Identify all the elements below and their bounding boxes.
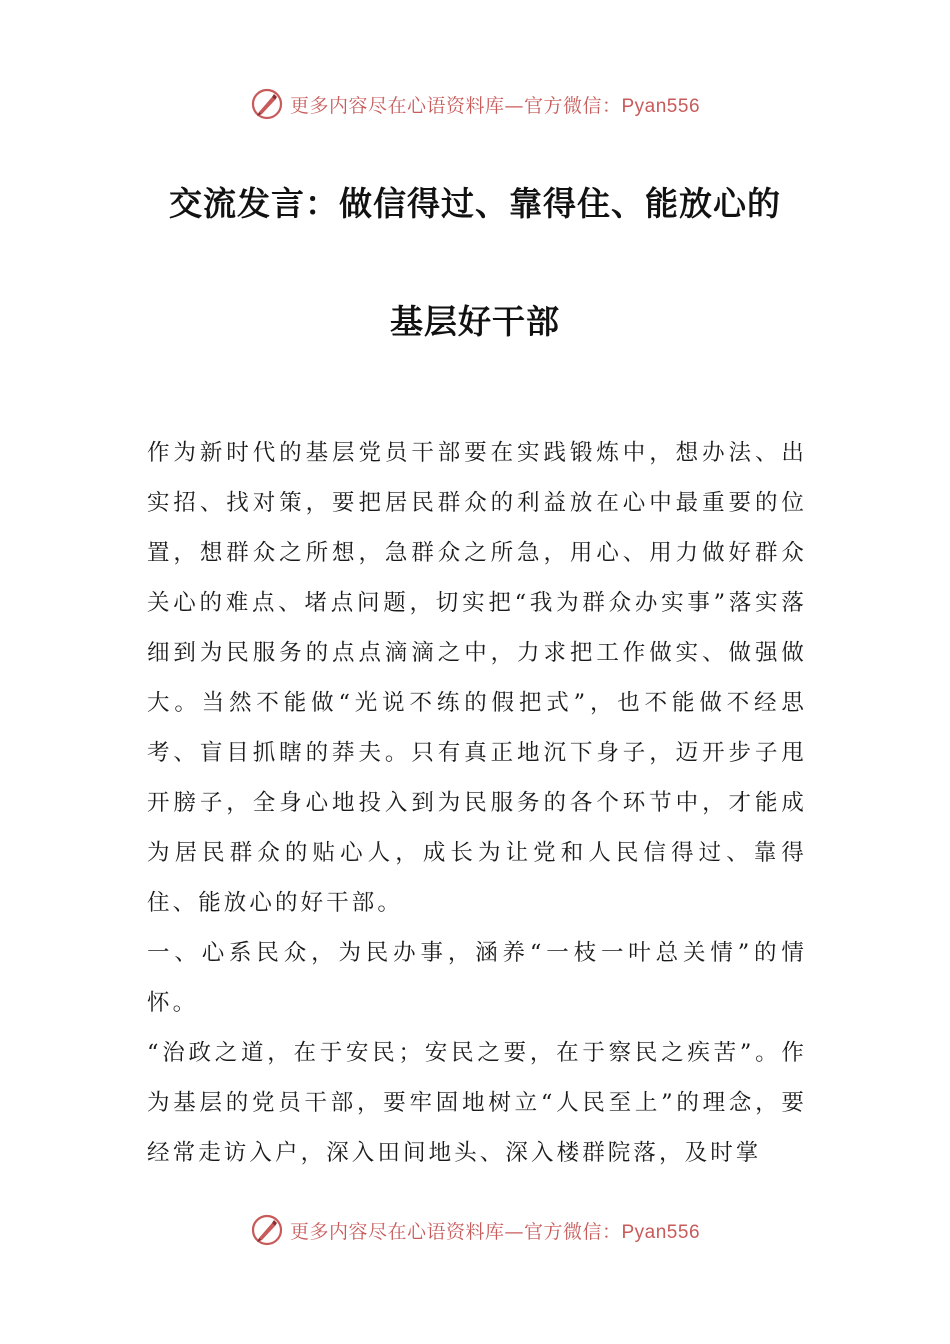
document-title-line-2: 基层好干部 — [390, 302, 560, 341]
body-paragraph-1: 作为新时代的基层党员干部要在实践锻炼中，想办法、出实招、找对策，要把居民群众的利益放在心中最重要的位置，想群众之所想，急群众之所急，用心、用力做好群众关心的难点、堵点问题，切实把“我为群众办实事”落实落细到为民服务的点点滴滴之中，力求把工作做实、做强做大。当然不能做“光说不练的假把式”，也不能做不经思考、盲目抓瞎的莽夫。只有真正地沉下身子，迈开步子甩开膀子，全身心地投入到为民服务的各个环节中，才能成为居民群众的贴心人，成长为让党和人民信得过、靠得住、能放心的好干部。 — [147, 440, 807, 916]
watermark-text: 更多内容尽在心语资料库—官方微信：Pyan556 — [289, 1220, 701, 1243]
watermark-wechat-id: Pyan556 — [621, 1221, 701, 1243]
document-title-line-1: 交流发言：做信得过、靠得住、能放心的 — [169, 184, 781, 223]
pen-logo-icon — [250, 87, 284, 121]
watermark-wechat-id: Pyan556 — [621, 95, 701, 117]
watermark-footer — [0, 1210, 950, 1250]
watermark-header — [0, 84, 950, 124]
body-paragraph-2: “治政之道，在于安民；安民之要，在于察民之疾苦”。作为基层的党员干部，要牢固地树立“人民至上”的理念，要经常走访入户，深入田间地头、深入楼群院落，及时掌 — [147, 1040, 807, 1166]
section-heading-1: 一、心系民众，为民办事，涵养“一枝一叶总关情”的情怀。 — [147, 940, 807, 1016]
pen-logo-icon — [250, 1213, 284, 1247]
watermark-text: 更多内容尽在心语资料库—官方微信：Pyan556 — [289, 94, 701, 117]
document-body — [147, 428, 807, 1178]
